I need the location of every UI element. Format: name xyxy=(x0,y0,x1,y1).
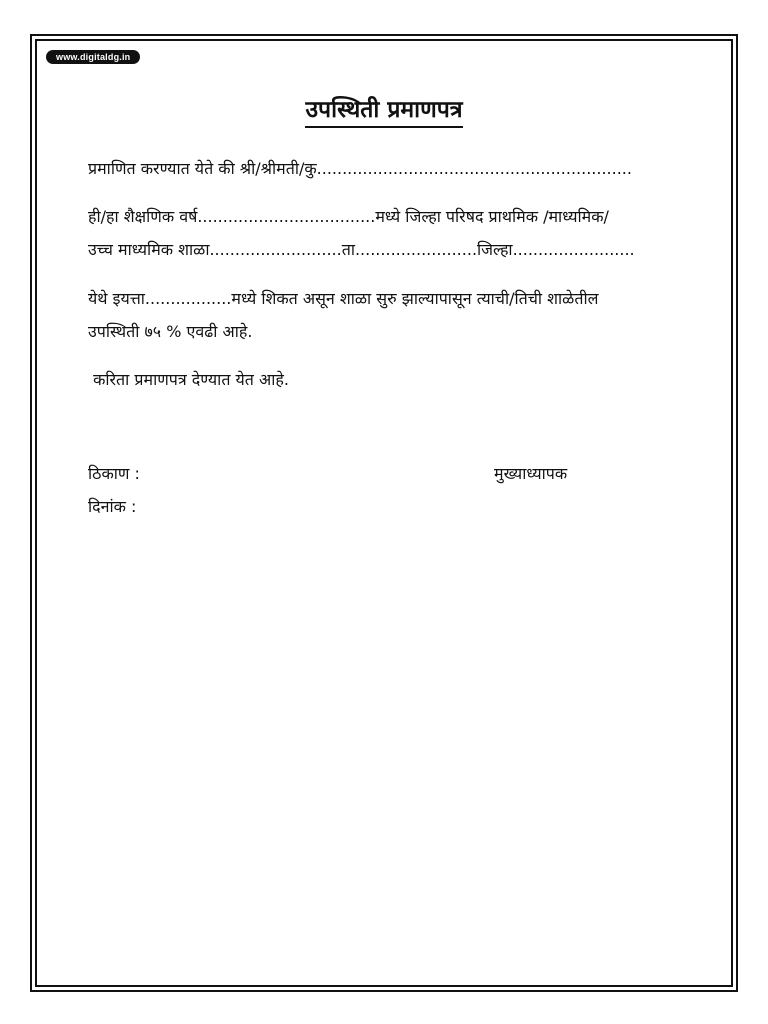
certificate-line-4: येथे इयत्ता.................मध्ये शिकत असून शाळा सुरु झाल्यापासून त्याची/तिची शाळेतील xyxy=(88,289,599,308)
certificate-line-6: करिता प्रमाणपत्र देण्यात येत आहे. xyxy=(88,370,289,389)
signatory-label: मुख्याध्यापक xyxy=(494,464,568,483)
certificate-title-text: उपस्थिती प्रमाणपत्र xyxy=(305,97,462,128)
certificate-title xyxy=(0,92,768,124)
place-label: ठिकाण : xyxy=(88,464,140,483)
certificate-line-2: ही/हा शैक्षणिक वर्ष...................................मध्ये जिल्हा परिषद प्राथमिक /माध्यमिक/ xyxy=(88,207,609,226)
certificate-line-3: उच्च माध्यमिक शाळा..........................ता........................जिल्हा........................ xyxy=(88,240,635,259)
certificate-line-1: प्रमाणित करण्यात येते की श्री/श्रीमती/कु.............................................................. xyxy=(88,159,632,178)
page-border-inner xyxy=(35,39,733,987)
date-label: दिनांक : xyxy=(88,497,137,516)
certificate-line-5: उपस्थिती ७५ % एवढी आहे. xyxy=(88,322,253,341)
website-watermark: www.digitaldg.in xyxy=(46,50,140,64)
